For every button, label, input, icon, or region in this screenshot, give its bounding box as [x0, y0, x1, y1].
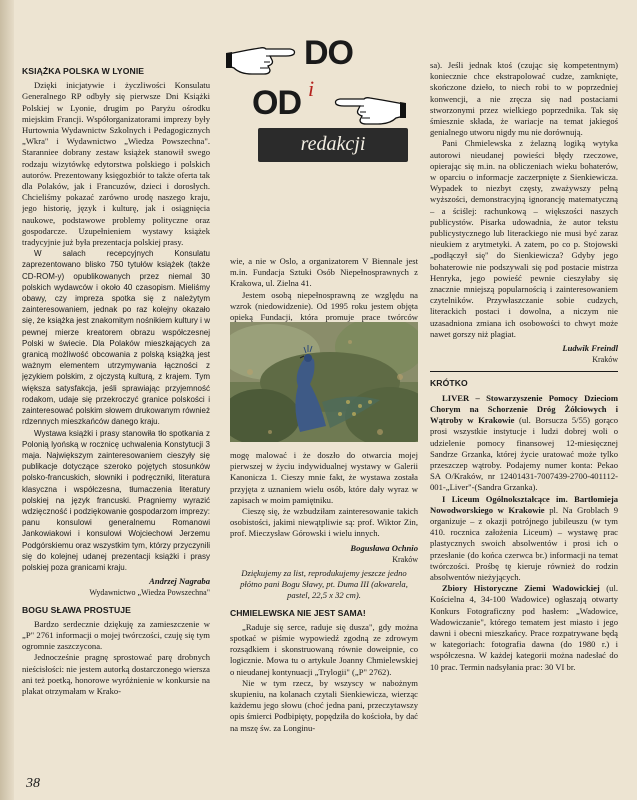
- signature: Andrzej Nagraba: [149, 576, 210, 587]
- notice-text: (ul. Kościelna 4, 34-100 Wadowice) ogłaszają otwarty Konkurs Fotograficzny pod hasłem: „Wadowice, Wadowiczanie", którego tematem jest miasto i jego dawni i obecni mieszkańcy. Prace rozpatrywane będą w kategoriach: fotografia dawna (do 1980 r.) i współczesna. W każdej kategorii można nadesłać do 10 prac. Termin nadsyłania prac: 30 VI br.: [430, 583, 618, 672]
- column-left: [22, 60, 210, 772]
- column-middle-bottom: [230, 450, 418, 734]
- paragraph: Pani Chmielewska z żelazną logiką wytyka autorowi nieudanej powieści błędy rzeczowe, opierając się m.in. na obliczeniach wieku bohaterów, w oparciu o informacje zaczerpnięte z Sienkiewicza. Wypadek to niezbyt częsty, zważywszy pełną wyższości, demonstracyjną ignorancję matematyczną – a ściślej: rachunkową – większości naszych publicystów. Pisarka udowadnia, że autor tekstu publicystycznego lub literackiego nie musi być zaraz nieukiem z arytmetyki. A zatem, po co p. Stojowski „podłączył się" do Sienkiewicza? Gdyby jego bohaterowie nie podszywali się pod postacie mistrza Henryka, jego powieść pewnie cieszyłaby się znacznie mniejszą popularnością i zainteresowaniem czytelników. Przywłaszczanie sobie cudzych, literackich postaci i dowolna, a niczym nie uzasadniona zmiana ich osobowości to chwyt może nawet gorszy niż plagiat.: [430, 138, 618, 339]
- header-word-od: OD: [252, 84, 301, 122]
- signature-affiliation: Wydawnictwo „Wiedza Powszechna": [89, 588, 210, 598]
- section-heading: KRÓTKO: [430, 378, 468, 389]
- header-ribbon: redakcji: [258, 128, 408, 162]
- paragraph: Jednocześnie pragnę sprostować parę drobnych nieścisłości: nie jestem autorką dostarczonego wiersza ani też poetką, honorowe wyróżnienie w konkursie na plakat otrzymałam w Krako-: [22, 652, 210, 696]
- notice-text: pl. Na Groblach 9 organizuje – z okazji potrójnego jubileuszu (w tym 410. rocznica założenia Liceum) – wystawę prac plastycznych swoich absolwentów i prosi ich o przesłanie (do końca czerwca br.) informacji na temat twórczości. Prośbę tę kieruje również do rodzin absolwentów nieżyjących.: [430, 504, 618, 582]
- signature: Bogusława Ochnio: [350, 542, 418, 553]
- page-number: 38: [26, 776, 40, 791]
- column-right: [430, 60, 618, 770]
- section-divider: [430, 371, 618, 372]
- article-heading: BOGU SŁAWA PROSTUJE: [22, 604, 132, 615]
- pointing-hand-left-icon: [330, 90, 406, 132]
- peacock-painting: [230, 322, 418, 442]
- notice-title: I Liceum Ogólnokształcące im. Bartłomieja Nowodworskiego w Krakowie: [430, 493, 618, 515]
- paragraph: wie, a nie w Oslo, a organizatorem V Biennale jest m.in. Fundacja Sztuki Osób Niepełnosprawnych z Krakowa, ul. Zielna 41.: [230, 256, 418, 289]
- paragraph: Jestem osobą niepełnosprawną ze względu na wzrok (niedowidzenie). Od 1995 roku jestem objęta opieką Fundacji, która promuje prace twórców: [230, 289, 418, 323]
- notice-title: LIVER – Stowarzyszenie Pomocy Dzieciom Chorym na Schorzenie Dróg Żółciowych i Wątroby w Krakowie: [430, 392, 618, 426]
- signature-city: Kraków: [392, 554, 418, 564]
- paragraph: Nie w tym rzecz, by wszyscy w nabożnym skupieniu, na kolanach czytali Sienkiewicza, wierząc każdemu jego słowu (choć jedna pani, przeczytawszy opis śmierci Podbipięty, popędziła do kościoła, by dać na mszę św. za Longinu-: [230, 677, 418, 733]
- article-heading: KSIĄŻKA POLSKA W LYONIE: [22, 66, 145, 76]
- image-caption: Dziękujemy za list, reprodukujemy jeszcze jedno płótno pani Bogu Sławy, pt. Duma III (akwarela, pastel, 22,5 x 32 cm).: [240, 568, 408, 601]
- article-heading: CHMIELEWSKA NIE JEST SAMA!: [230, 607, 366, 618]
- signature-city: Kraków: [592, 355, 618, 365]
- header-word-i: i: [308, 76, 315, 101]
- signature: Ludwik Freindl: [562, 343, 618, 354]
- paragraph: „Raduje się serce, raduje się dusza", gdy można spotkać w piśmie wypowiedź zgodną ze zdrowym rozsądkiem i skonstruowaną równie doweipnie, co logicznie. Mowa tu o artykule Joanny Chmielewskiej o nieudanej kontynuacji „Trylogii" („P" 2762).: [230, 621, 418, 677]
- paragraph: mogę malować i że doszło do otwarcia mojej pierwszej w życiu indywidualnej wystawy w Galerii Kanonicza 1. Cieszy mnie fakt, że wystawa została przyjęta z uznaniem wielu osób, które dały wyraz w zapisach w moim pamiętniku.: [230, 450, 418, 505]
- notice-item: [430, 583, 618, 673]
- notice-text: (ul. Borsucza 5/55) gorąco prosi wszystkie instytucje i ludzi dobrej woli o udzielenie pomocy finansowej 12-miesięcznej Sandrze Grzanka, której życie uratować może tylko przeszczep wątroby. Podajemy numer konta: Pekao SA O/Kraków, nr 12401431-7007439-2700-401112-001-„Liver"-(Sandra Grzanka).: [430, 415, 618, 493]
- paragraph: Cieszę się, że wzbudziłam zainteresowanie takich osobistości, jakimi niewątpliwie są: prof. Wiktor Zin, prof. Mieczysław Górowski i wielu innych.: [230, 506, 418, 539]
- section-header: [222, 28, 422, 178]
- paragraph: Bardzo serdecznie dziękuję za zamieszczenie w „P" 2761 informacji o mojej twórczości, czuję się tym ogromnie zaszczycona.: [22, 618, 210, 652]
- notice-item: [430, 393, 618, 494]
- notice-title: Zbiory Historyczne Ziemi Wadowickiej: [442, 583, 600, 594]
- page-gutter: [0, 0, 14, 800]
- paragraph: Dzięki inicjatywie i życzliwości Konsulatu Generalnego RP odbyły się pierwsze Dni Książki Polskiej w Lyonie, drugim po Paryżu ośrodku miejskim Francji. Współorganizatorami imprezy były Hurtownia Wydawnictw Szkolnych i Pedagogicznych „Wkra" i Wydawnictwo „Wiedza Powszechna". Staranniee dobrany zestaw książek stanowił swego rodzaju wizytówkę edytorstwa polskiego i polskich autorów. Prezentowany księgozbiór to także oferta tak dla Polaków, jak i Francuzów, dzieci i dorosłych. Chcieliśmy pokazać zarówno urodę naszego kraju, jego historię, język i kulturę, jak i osiągnięcia naukowe, podstawowe problemy polityczne oraz gospodarcze. Uzupełnieniem wystawy książek tradycyjnie już była prezentacja polskiej prasy.: [22, 80, 210, 248]
- paragraph: Wystawa książki i prasy stanowiła tło spotkania z Polonią lyońską w rocznicę uchwalenia Konstytucji 3 maja. Największym zainteresowaniem cieszyły się publikacje dotyczące szeroko pojętych stosunków polsko-francuskich, słowniki i podręczniki, literatura klasyczna i współczesna, tłumaczenia literatury polskiej na język francuski. Pragniemy wyrazić wdzięczność i podziękowanie gospodarzom imprezy: panu konsulowi generalnemu Romanowi Jankowiakowi i konsulowi Wojciechowi Jerzemu Podgórskiemu oraz wszystkim tym, którzy przyczynili się do kolejnej udanej prezentacji książki i prasy polskiej poza granicami kraju.: [22, 428, 210, 572]
- paragraph: W salach recepcyjnych Konsulatu zaprezentowano blisko 750 tytułów książek (także CD-ROM-y) opublikowanych przez niemal 30 polskich wydawców i około 40 czasopism. Mieliśmy obawy, czy impreza spotka się z należytym zainteresowaniem, jednak po raz kolejny okazało się, że książka jest znakomitym nośnikiem kultury i w pewnej mierze kreatorem obrazu współczesnej Polski w świecie. Dla Polaków mieszkających za granicą możliwość obcowania z polską książką jest ważnym elementem utrzymywania łączności z językiem polskim, z ojczystą kulturą, z krajem. Tym większa satysfakcja, jeśli sprawiając przyjemność rodakom, udaje się przekroczyć granice polskości i zainteresować polskim słowem drukowanym również rdzennych mieszkańców danego kraju.: [22, 249, 210, 427]
- pointing-hand-right-icon: [226, 40, 298, 80]
- header-word-do: DO: [304, 34, 353, 72]
- painting-reproduction: [230, 322, 418, 442]
- paragraph: sa). Jeśli jednak ktoś (czując się kompetentnym) koniecznie chce ekstrapolować cudze, zamknięte, skończone dzieło, to niech robi to w poprzedniej konwencji, a nie zręcza się nad postaciami stworzonymi przez wielkiego poprzednika. Tak się śmiesznie składa, że wariacje na temat jakiegoś genialnego utworu nigdy mu nie dorównują.: [430, 60, 618, 138]
- notice-item: [430, 494, 618, 584]
